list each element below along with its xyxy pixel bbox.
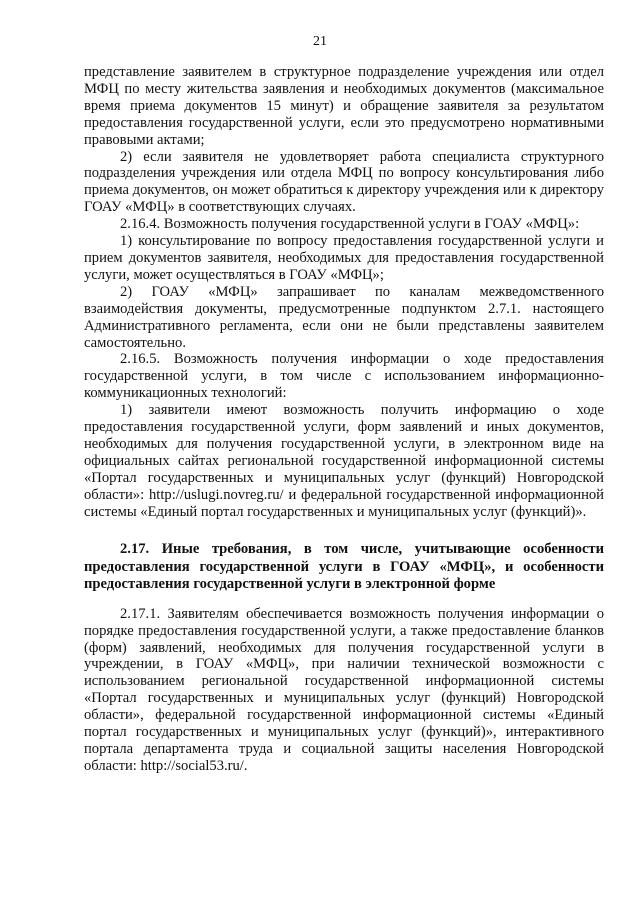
paragraph-2-16-4: 2.16.4. Возможность получения государственной услуги в ГОАУ «МФЦ»:	[120, 216, 580, 233]
page-number: 21	[313, 34, 327, 49]
section-heading-2-17: 2.17. Иные требования, в том числе, учитывающие особенности предоставления государственной услуги в ГОАУ «МФЦ», и особенности предоставления государственной услуги в электронной форме	[84, 541, 604, 593]
paragraph-2-16-5-item-1: 1) заявители имеют возможность получить информацию о ходе предоставления государственной услуги, форм заявлений и иных документов, необходимых для получения государственной услуги, в электронном виде на официальных сайтах региональной государственной информационной системы «Портал государственных и муниципальных услуг (функций) Новгородской области»: http://uslugi.novreg.ru/ и федеральной государственной информационной системы «Единый портал государственных и муниципальных услуг (функций)».	[84, 402, 604, 520]
document-body	[84, 64, 604, 775]
paragraph-2-17-1: 2.17.1. Заявителям обеспечивается возможность получения информации о порядке предоставления государственной услуги, а также предоставление бланков (форм) заявлений, необходимых для получения государственной услуги в учреждении, в ГОАУ «МФЦ», при наличии технической возможности с использованием региональной государственной информационной системы «Портал государственных и муниципальных услуг (функций) Новгородской области», федеральной государственной информационной системы «Единый портал государственных и муниципальных услуг (функций)», интерактивного портала департамента труда и социальной защиты населения Новгородской области: http://social53.ru/.	[84, 605, 604, 774]
paragraph-continuation: представление заявителем в структурное подразделение учреждения или отдел МФЦ по месту жительства заявления и необходимых документов (максимальное время приема документов 15 минут) и обращение заявителя за результатом предоставления государственной услуги, если это предусмотрено нормативными правовыми актами;	[84, 64, 604, 148]
paragraph-2-16-4-item-2: 2) ГОАУ «МФЦ» запрашивает по каналам межведомственного взаимодействия документы, предусмотренные подпунктом 2.7.1. настоящего Административного регламента, если они не были представлены заявителем самостоятельно.	[84, 283, 604, 351]
paragraph-2-16-4-item-1: 1) консультирование по вопросу предоставления государственной услуги и прием документов заявителя, необходимых для предоставления государственной услуги, может осуществляться в ГОАУ «МФЦ»;	[84, 233, 604, 283]
paragraph-2-16-5: 2.16.5. Возможность получения информации о ходе предоставления государственной услуги, в том числе с использованием информационно-коммуникационных технологий:	[84, 351, 604, 402]
paragraph-item-2: 2) если заявителя не удовлетворяет работа специалиста структурного подразделения учреждения или отдела МФЦ по вопросу консультирования либо приема документов, он может обратиться к директору учреждения или к директору ГОАУ «МФЦ» в соответствующих случаях.	[84, 148, 604, 216]
